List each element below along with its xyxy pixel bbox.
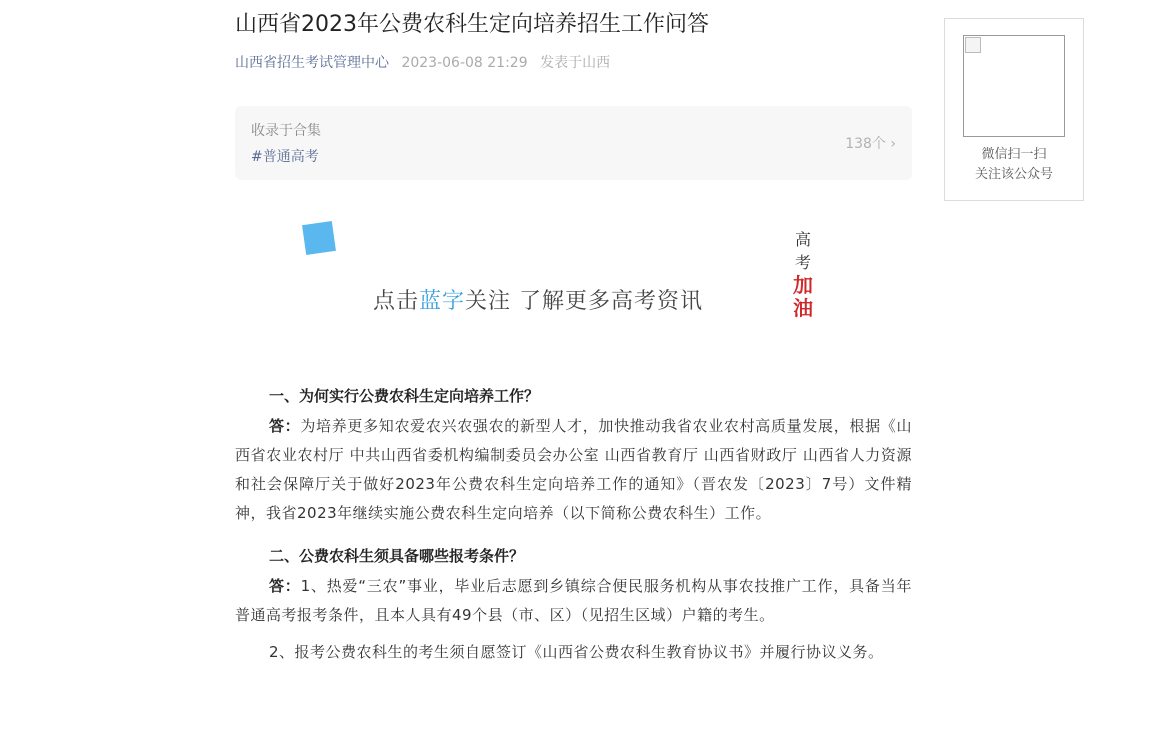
answer-2	[235, 572, 912, 630]
qr-caption-line2: 关注该公众号	[974, 167, 1053, 182]
answer-2-item-2: 2、报考公费农科生的考生须自愿签订《山西省公费农科生教育协议书》并履行协议义务。	[269, 643, 884, 661]
answer-2-text: 1、热爱“三农”事业，毕业后志愿到乡镇综合便民服务机构从事农技推广工作，具备当年普通高考报考条件，且本人具有49个县（市、区）（见招生区域）户籍的考生。	[235, 577, 912, 624]
cheer-char-3: 加	[793, 273, 813, 297]
author-link[interactable]: 山西省招生考试管理中心	[235, 55, 389, 71]
slogan-prefix: 点击	[373, 289, 420, 314]
broken-image-icon	[965, 37, 981, 53]
article-title: 山西省2023年公费农科生定向培养招生工作问答	[235, 12, 709, 37]
cheer-char-1: 高	[794, 230, 811, 249]
collection-card[interactable]	[235, 106, 912, 180]
publish-location: 发表于山西	[540, 55, 611, 71]
cheer-char-2: 考	[794, 253, 811, 272]
question-1: 一、为何实行公费农科生定向培养工作？	[269, 387, 540, 405]
cheer-char-4: 油	[793, 296, 813, 320]
collection-label: 收录于合集	[251, 123, 321, 139]
follow-banner	[235, 210, 912, 350]
cheer-vertical-text	[792, 228, 814, 320]
slogan-highlight: 蓝字	[419, 289, 466, 314]
collection-count: 138个 ›	[845, 136, 896, 152]
answer-1	[235, 412, 912, 528]
answer-1-text: 为培养更多知农爱农兴农强农的新型人才，加快推动我省农业农村高质量发展，根据《山西省农业农村厅 中共山西省委机构编制委员会办公室 山西省教育厅 山西省财政厅 山西省人力资源和社会保障厅关于做好2023年公费农科生定向培养工作的通知》（晋农发〔2023〕7号）文件精神，我省2023年继续实施公费农科生定向培养（以下简称公费农科生）工作。	[235, 417, 912, 522]
answer-label: 答：	[269, 577, 301, 595]
decorative-square-icon	[302, 221, 336, 255]
answer-label: 答：	[269, 417, 301, 435]
publish-date: 2023-06-08 21:29	[401, 55, 528, 71]
collection-tag[interactable]: #普通高考	[251, 149, 319, 165]
qr-code-image	[963, 35, 1065, 137]
article-meta	[235, 53, 610, 73]
qr-caption-line1: 微信扫一扫	[981, 147, 1047, 162]
banner-slogan	[373, 284, 703, 315]
question-2: 二、公费农科生须具备哪些报考条件？	[269, 547, 525, 565]
qr-card	[944, 18, 1084, 201]
article-body	[235, 380, 912, 667]
qr-caption	[945, 145, 1083, 185]
slogan-suffix: 关注 了解更多高考资讯	[465, 289, 704, 314]
